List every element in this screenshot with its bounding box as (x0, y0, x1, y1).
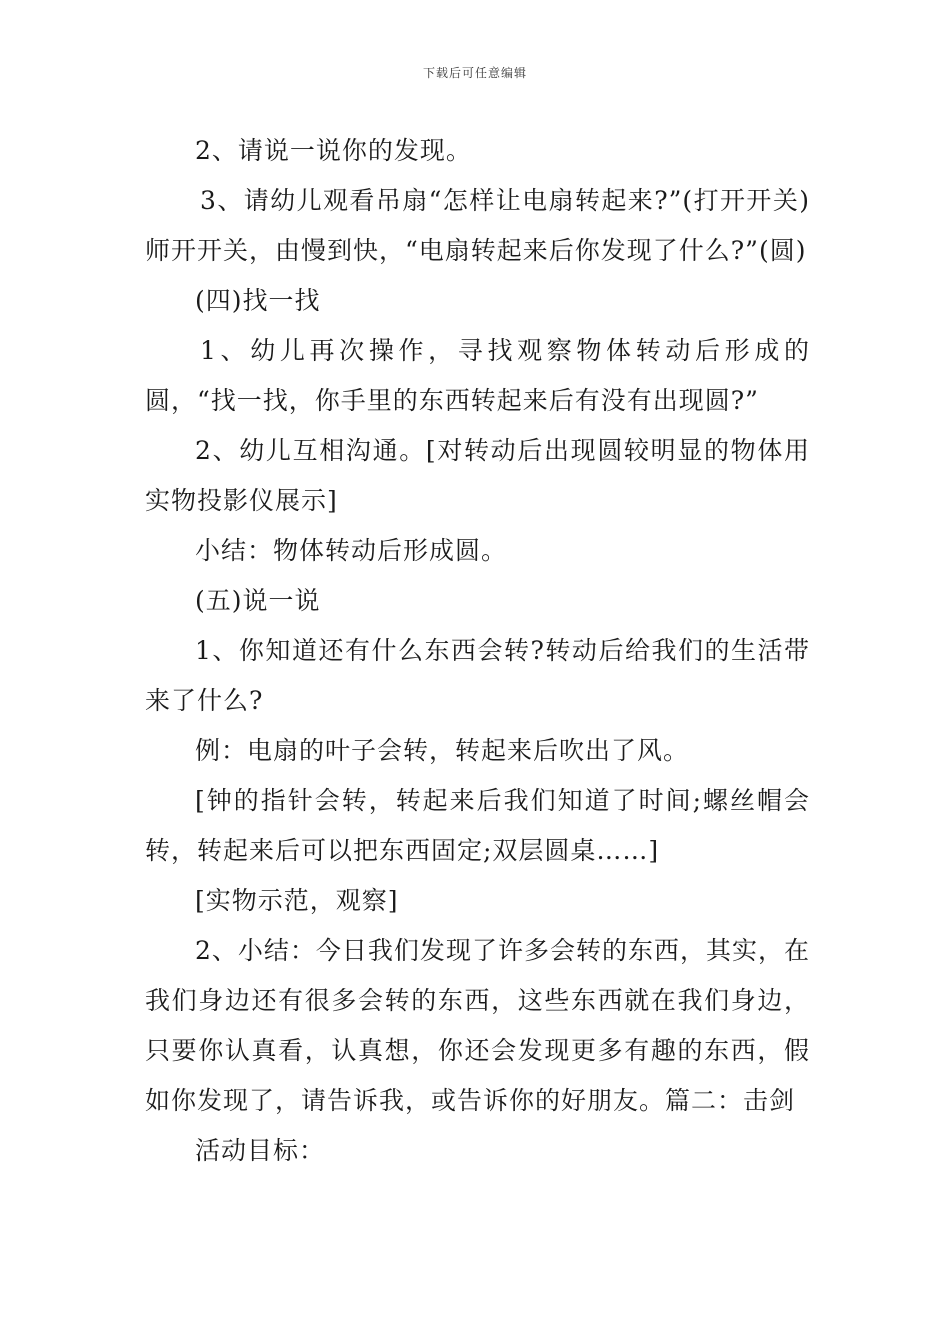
paragraph-discovery: 2、请说一说你的发现。 (195, 136, 472, 165)
paragraph-operate-again: 1、幼儿再次操作，寻找观察物体转动后形成的圆，“找一找，你手里的东西转起来后有没有出现圆?” (145, 336, 810, 415)
paragraph-demo-observe: [实物示范，观察] (195, 886, 399, 915)
paragraph-what-rotates: 1、你知道还有什么东西会转?转动后给我们的生活带来了什么? (145, 636, 810, 715)
page-header: 下载后可任意编辑 (422, 66, 527, 80)
section-heading-objectives: 活动目标： (195, 1136, 326, 1165)
paragraph-example-fan: 例：电扇的叶子会转，转起来后吹出了风。 (195, 736, 690, 765)
paragraph-final-summary: 2、小结：今日我们发现了许多会转的东西，其实，在我们身边还有很多会转的东西，这些东西就在我们身边，只要你认真看，认真想，你还会发现更多有趣的东西，假如你发现了，请告诉我，或告诉你的好朋友。篇二：击剑 (145, 936, 810, 1115)
paragraph-examples-list: [钟的指针会转，转起来后我们知道了时间;螺丝帽会转，转起来后可以把东西固定;双层圆桌……] (145, 786, 810, 865)
paragraph-ceiling-fan: 3、请幼儿观看吊扇“怎样让电扇转起来?”(打开开关)师开开关，由慢到快，“电扇转起来后你发现了什么?”(圆) (145, 186, 810, 265)
document-body (145, 126, 810, 1176)
section-heading-talk: (五)说一说 (195, 586, 321, 615)
paragraph-communicate: 2、幼儿互相沟通。[对转动后出现圆较明显的物体用实物投影仪展示] (145, 436, 810, 515)
paragraph-summary-circle: 小结：物体转动后形成圆。 (195, 536, 508, 565)
section-heading-find: (四)找一找 (195, 286, 321, 315)
